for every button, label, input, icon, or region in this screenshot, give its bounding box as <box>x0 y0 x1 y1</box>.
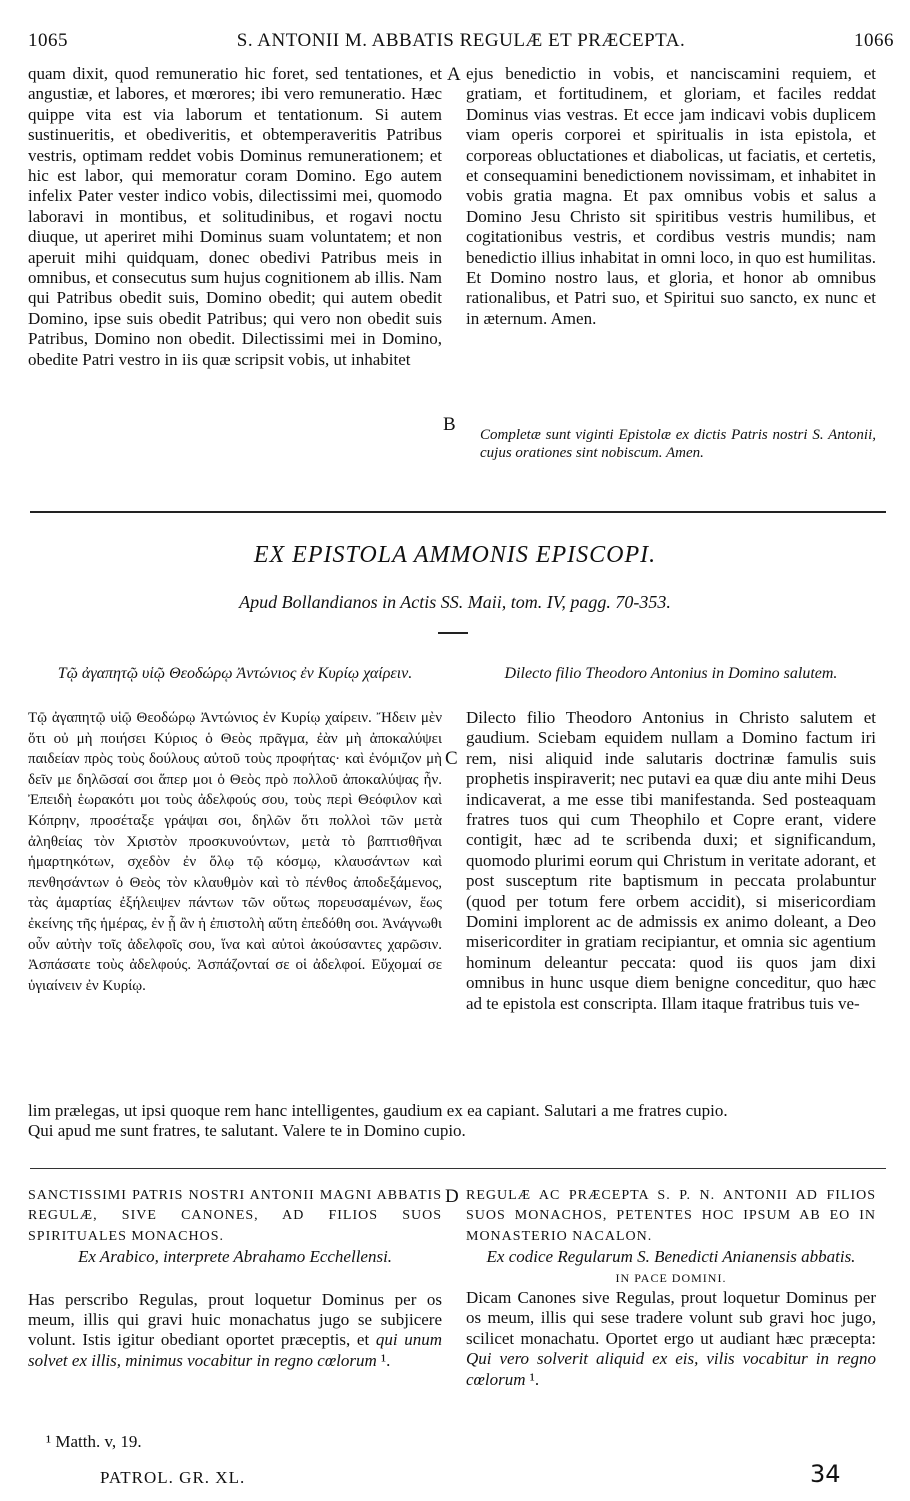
running-title: S. ANTONII M. ABBATIS REGULÆ ET PRÆCEPTA. <box>236 30 686 51</box>
span-line-2: Qui apud me sunt fratres, te salutant. Valere te in Domino cupio. <box>28 1121 466 1141</box>
colophon <box>480 426 876 490</box>
left-body-text: Has perscribo Regulas, prout loquetur Dominus per os meum, illis qui gravi huic monachatus jugo se subjicere volunt. Istis igitur obediant oportet præceptis, et <box>28 1289 442 1350</box>
section-subtitle: Apud Bollandianos in Actis SS. Maii, tom. IV, pagg. 70-353. <box>239 592 671 612</box>
top-left-text: quam dixit, quod remuneratio hic foret, sed tentationes, et angustiæ, et labores, et mœrores; ibi vero remuneratio. Hæc quippe vita est via laborum et tentationum. Si autem sustinueritis, et obediveritis, et obtemperaveritis Patribus vestris, optimam reddet vobis Dominus remunerationem; et hic est labor, qui memoratur coram Domino. Ego autem infelix Pater vester indico vobis, dilectissimi mei, quomodo laboravi in montibus, et solitudinibus, et rogavi noctu diuque, ut aperiret mihi Dominus suam voluntatem; et non aperuit mihi quidquam, donec obedivi Patribus meis in omnibus, et consecutus sum hujus cognitionem ab illis. Nam qui Patribus obedit suis, Domino obedit; qui autem obedit Domino, ipse suis obedit Patribus; qui vero non obedit suis Patribus, Domino non obedit. Dilectissimi mei in Domino, obedite Patri vestro in iis quæ scripsit vobis, ut inhabitet <box>28 64 442 369</box>
footnote: ¹ Matth. v, 19. <box>46 1432 142 1451</box>
left-body-italic: qui unum solvet ex illis, minimus vocabitur in regno cœlorum <box>28 1330 442 1370</box>
greek-column <box>28 708 442 1100</box>
span-line-1: lim prælegas, ut ipsi quoque rem hanc intelligentes, gaudium ex ea capiant. Salutari a me fratres cupio. <box>28 1101 728 1120</box>
latin-column <box>466 708 876 1100</box>
margin-marker-d: D <box>445 1186 459 1207</box>
greek-text: Τῷ ἀγαπητῷ υἱῷ Θεοδώρῳ Ἀντώνιος ἐν Κυρίῳ χαίρειν. Ἤδειν μὲν ὅτι οὐ μὴ ποιήσει Κύριος ὁ Θεὸς πρᾶγμα, ἐὰν μὴ ἀποκαλύψει παιδείαν πρὸς τοὺς δούλους αὐτοῦ τοὺς προφήτας· καὶ ἐνόμιζον μὴ δεῖν με δηλῶσαί σοι ἅπερ μοι ὁ Θεὸς πρὸ πολλοῦ ἀποκαλύψας ἦν. Ἐπειδὴ ἑωρακότι μοι τοὺς ἀδελφούς σου, τοὺς περὶ Θεόφιλον καὶ Κόπρην, προσέταξε γράψαι σοι, δηλῶν ὅτι πολλοὶ τῶν μετὰ ἀληθείας τὸν Χριστὸν προσκυνούντων, μετὰ τὸ βαπτισθῆναι ἡμαρτηκότων, σχεδὸν ἐν ὅλῳ τῷ κόσμῳ, κλαυσάντων καὶ πενθησάντων ὁ Θεὸς τὸν κλαυθμὸν καὶ τὸ πένθος ἀποδεξάμενος, τὰς ἁμαρτίας ἐξήλειψεν πάντων τῶν οὕτως πορευσαμένων, ἕως ἐκείνης τῆς ἡμέρας, ἐν ᾗ ἂν ἡ ἐπιστολὴ αὕτη ἐπεδόθη σοι. Ἀνάγνωθι οὖν αὐτὴν τοῖς ἀδελφοῖς σου, ἵνα καὶ αὐτοὶ ἀκούσαντες χαρῶσιν. Ἀσπάσατε τοὺς ἀδελφούς. Ἀσπάζονταί σε οἱ ἀδελφοί. Εὔχομαί σε ὑγιαίνειν ἐν Κυρίῳ. <box>28 710 442 994</box>
top-left-column <box>28 64 442 492</box>
left-body-end: ¹. <box>376 1350 391 1370</box>
page-number-left: 1065 <box>28 30 68 51</box>
bottom-divider <box>30 1168 886 1169</box>
right-pace: IN PACE DOMINI. <box>615 1270 727 1285</box>
left-source: Ex Arabico, interprete Abrahamo Ecchellensi. <box>77 1247 393 1267</box>
right-body-text: Dicam Canones sive Regulas, prout loquetur Dominus per os meum, illis qui sese tradere volunt sub gravi hoc jugo, scilicet monachatu. Oportet ergo ut audiant hæc præcepta: <box>466 1288 876 1348</box>
latin-heading <box>466 664 876 708</box>
section-title: EX EPISTOLA AMMONIS EPISCOPI. <box>253 542 657 568</box>
latin-text: Dilecto filio Theodoro Antonius in Christo salutem et gaudium. Sciebam equidem nullam a Domino factum iri rem, nisi aliquid inde salutaris doctrinæ famulis suis prophetis inspiraverit; nec putavi ea quæ diu ante mihi Deus indicaverat, a me esse tibi manifestanda. Sed posteaquam fratres tuos qui cum Theophilo et Copre erant, videre contigit, hæc ad te scribenda duxi; et significandum, quomodo plurimi eorum qui Christum in veritate adorant, et post susceptum rite baptismum in peccata prolabuntur (quod per totum fere orbem accidit), si misericordiam Domini implorent ac de admissis ex animo doleant, a Deo misericorditer in gratiam recipiantur, et omnia sic agentium hominum deleantur peccata: quod iis quos jam dixi omnibus in hunc usque diem benigne conceditur, quo hæc ad te epistola est conscripta. Illam itaque fratribus tuis ve- <box>466 708 876 1013</box>
top-right-text: ejus benedictio in vobis, et nanciscamini requiem, et gratiam, et fortitudinem, et gloriam, et faciles reddat Dominus vias vestras. Et ecce jam indicavi vobis duplicem viam operis corporei et spiritualis in ista epistola, et corporeas obluctationes et diabolicas, ut faciatis, et certetis, et consequamini benedictionem novissimam, et inhabitet in vobis gratia magna. Et pax omnibus vobis et salus a Domino Jesu Christo sit spiritibus vestris humilibus, et cogitationibus vestris, et cordibus vestris mundis; nam benedictio illius inhabitat in omni loco, in quo est humilitas. Et Domino nostro laus, et gloria, et honor ab omnibus rationalibus, et Patri suo, et Spiritui suo sancto, ex nunc et in æternum. Amen. <box>466 64 876 328</box>
page-number-right: 1066 <box>854 30 894 51</box>
short-rule <box>438 632 468 634</box>
margin-marker-b: B <box>443 414 456 435</box>
latin-heading-text: Dilecto filio Theodoro Antonius in Domino salutem. <box>504 665 838 682</box>
greek-heading <box>28 664 442 708</box>
letter-span-lines <box>28 1101 878 1143</box>
handwritten-number: 34 <box>810 1460 841 1488</box>
right-heading: REGULÆ AC PRÆCEPTA S. P. N. ANTONII AD FILIOS SUOS MONACHOS, PETENTES HOC IPSUM AB EO IN MONASTERIO NACALON. <box>466 1188 876 1244</box>
right-source: Ex codice Regularum S. Benedicti Anianensis abbatis. <box>486 1247 856 1267</box>
bottom-right-column <box>466 1186 876 1476</box>
right-body <box>466 1288 876 1390</box>
margin-marker-a: A <box>447 64 461 85</box>
left-heading: SANCTISSIMI PATRIS NOSTRI ANTONII MAGNI ABBATIS REGULÆ, SIVE CANONES, AD FILIOS SUOS SPIRITUALES MONACHOS. <box>28 1188 442 1244</box>
footer-patrol: PATROL. GR. XL. <box>100 1468 246 1487</box>
margin-marker-c: C <box>445 748 458 769</box>
left-body <box>28 1290 442 1372</box>
left-spacer <box>28 1268 442 1290</box>
running-header <box>28 30 894 60</box>
section-divider <box>30 511 886 513</box>
right-body-italic: Qui vero solverit aliquid ex eis, vilis vocabitur in regno cœlorum <box>466 1349 876 1389</box>
colophon-text: Completæ sunt viginti Epistolæ ex dictis Patris nostri S. Antonii, cujus orationes sint nobiscum. Amen. <box>480 427 876 461</box>
bottom-left-column <box>28 1186 442 1456</box>
right-body-end: ¹. <box>525 1369 540 1389</box>
top-right-column <box>466 64 876 414</box>
greek-heading-text: Τῷ ἀγαπητῷ υἱῷ Θεοδώρῳ Ἀντώνιος ἐν Κυρίῳ χαίρειν. <box>57 665 413 682</box>
